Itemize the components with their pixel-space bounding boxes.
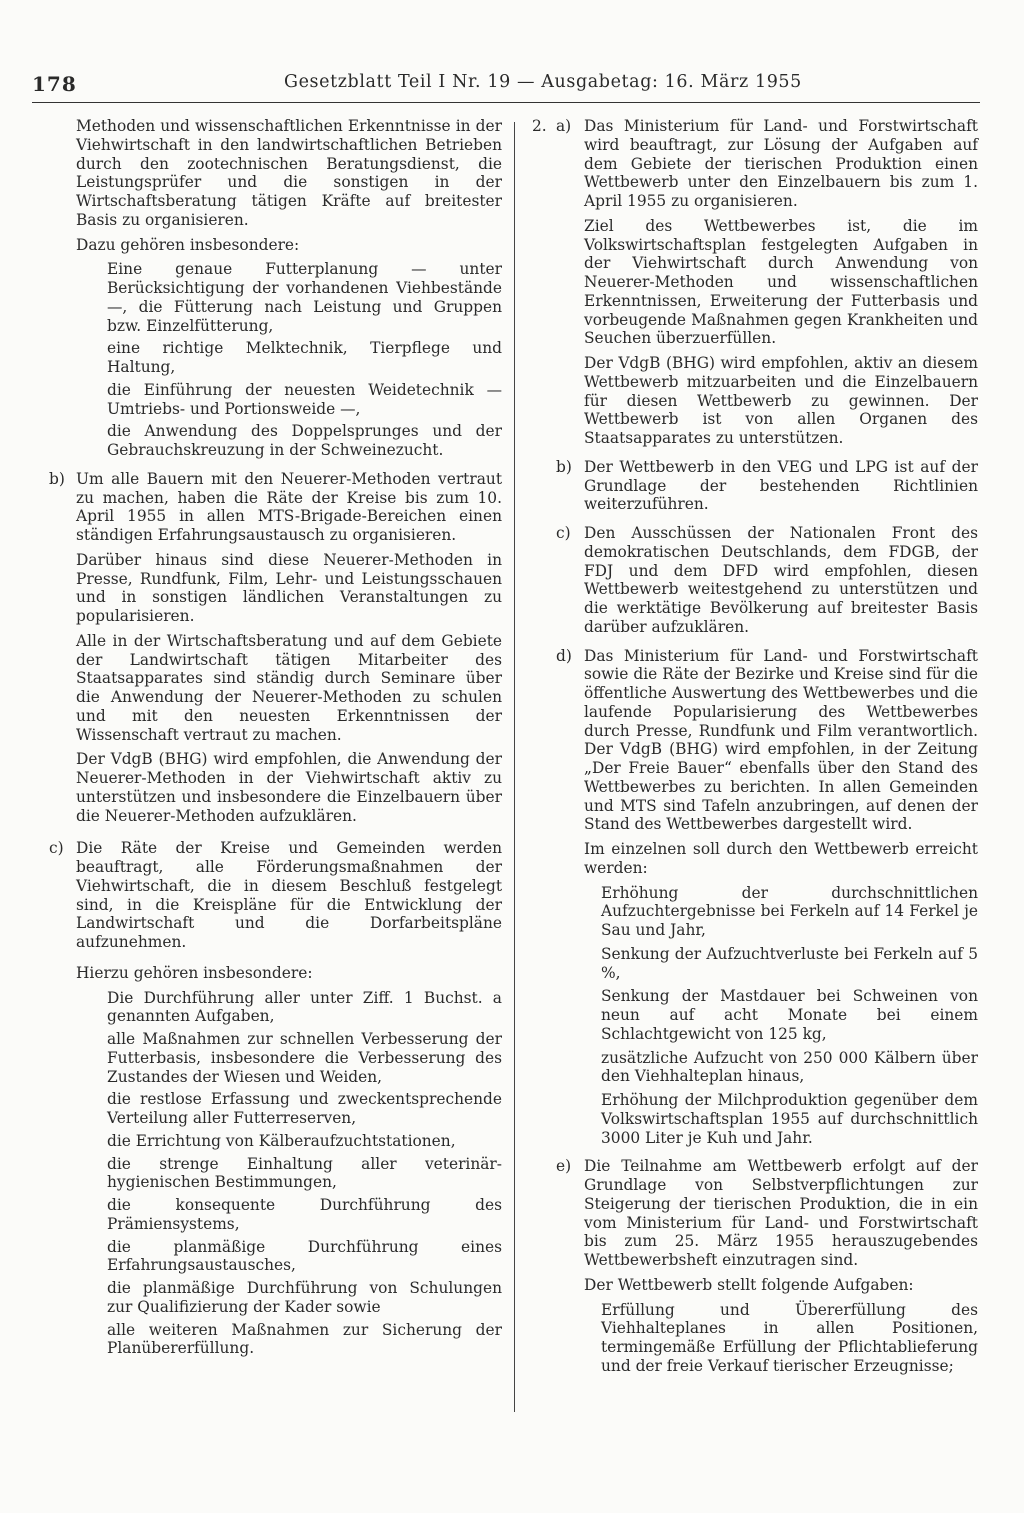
list-item: die strenge Einhaltung aller veterinär-hygienischen Bestimmungen,	[107, 1154, 502, 1192]
list-item: die planmäßige Durchführung eines Erfahrungsaustausches,	[107, 1237, 502, 1275]
section-2e	[532, 1157, 978, 1375]
paragraph: Alle in der Wirtschaftsberatung und auf dem Gebiete der Landwirtschaft tätigen Mitarbeiter des Staatsapparates sind ständig durch Seminare über die Anwendung der Neuerer-Methoden zu schulen und mit den neuesten Erkenntnissen der Wissenschaft vertraut zu machen.	[76, 631, 502, 744]
section-2a	[532, 117, 978, 448]
list-item: Erhöhung der durchschnittlichen Aufzuchtergebnisse bei Ferkeln auf 14 Ferkel je Sau und Jahr,	[601, 883, 978, 939]
list-item: Eine genaue Futterplanung — unter Berücksichtigung der vorhandenen Viehbestände —, die Fütterung nach Leistung und Gruppen bzw. Einzelfütterung,	[107, 260, 502, 335]
list-item: die Einführung der neuesten Weidetechnik — Umtriebs- und Portionsweide —,	[107, 380, 502, 418]
list-item: Erfüllung und Übererfüllung des Viehhalteplanes in allen Positionen, termingemäße Erfüllung der Pflichtablieferung und der freie Verkauf tierischer Erzeugnisse;	[601, 1300, 978, 1375]
section-2b	[532, 458, 978, 514]
list-item: alle weiteren Maßnahmen zur Sicherung der Planübererfüllung.	[107, 1320, 502, 1358]
paragraph: Die Teilnahme am Wettbewerb erfolgt auf der Grundlage von Selbstverpflichtungen zur Steigerung der tierischen Produktion, die in ein vom Ministerium für Land- und Forstwirtschaft bis zum 25. März 1955 herauszugebendes Wettbewerbsheft einzutragen sind.	[584, 1157, 978, 1269]
section-label: b)	[49, 469, 65, 488]
left-column	[49, 117, 502, 1366]
paragraph: Dazu gehören insbesondere:	[76, 235, 300, 254]
list-item: die konsequente Durchführung des Prämiensystems,	[107, 1196, 502, 1233]
section-label: c)	[49, 839, 64, 858]
paragraph: Der VdgB (BHG) wird empfohlen, die Anwendung der Neuerer-Methoden in der Viehwirtschaft aktiv zu unterstützen und insbesondere die Einzelbauern über die Neuerer-Methoden aufzuklären.	[76, 750, 502, 825]
list-item: die planmäßige Durchführung von Schulungen zur Qualifizierung der Kader sowie	[107, 1279, 502, 1316]
section-label: e)	[556, 1157, 572, 1176]
list-item: eine richtige Melktechnik, Tierpflege und Haltung,	[107, 339, 502, 376]
gazette-title: Gesetzblatt Teil I Nr. 19 — Ausgabetag: 16. März 1955	[284, 72, 802, 92]
paragraph: Der VdgB (BHG) wird empfohlen, aktiv an diesem Wettbewerb mitzuarbeiten und die Einzelbauern für diesen Wettbewerb zu gewinnen. Der Wettbewerb ist von allen Organen des Staatsapparates zu unterstützen.	[584, 354, 978, 447]
paragraph: Darüber hinaus sind diese Neuerer-Methoden in Presse, Rundfunk, Film, Lehr- und Leistungsschauen und in sonstigen ländlichen Veranstaltungen zu popularisieren.	[76, 550, 502, 625]
section-label: a)	[556, 117, 572, 135]
list-item: zusätzliche Aufzucht von 250 000 Kälbern über den Viehhalteplan hinaus,	[601, 1048, 978, 1086]
list-item: die Anwendung des Doppelsprunges und der Gebrauchskreuzung in der Schweinezucht.	[107, 422, 502, 459]
paragraph: Methoden und wissenschaftlichen Erkenntnisse in der Viehwirtschaft in den landwirtschaftlichen Betrieben durch den zootechnischen Beratungsdienst, die Leistungsprüfer und die sonstigen in der Wirtschaftsberatung tätigen Kräfte auf breitester Basis zu organisieren.	[76, 117, 502, 229]
list-item: Senkung der Mastdauer bei Schweinen von neun auf acht Monate bei einem Schlachtgewicht von 125 kg,	[601, 987, 978, 1043]
list-item: die restlose Erfassung und zweckentsprechende Verteilung aller Futterreserven,	[107, 1090, 502, 1127]
list-item: Erhöhung der Milchproduktion gegenüber dem Volkswirtschaftsplan 1955 auf durchschnittlich 3000 Liter je Kuh und Jahr.	[601, 1091, 978, 1147]
section-c	[45, 839, 502, 1358]
list-item: die Errichtung von Kälberaufzuchtstationen,	[107, 1131, 456, 1150]
section-label: b)	[556, 457, 572, 476]
column-divider	[514, 122, 515, 1412]
paragraph: Das Ministerium für Land- und Forstwirtschaft sowie die Räte der Bezirke und Kreise sind für die öffentliche Auswertung des Wettbewerbes und die laufende Popularisierung des Wettbewerbes durch Presse, Rundfunk und Film verantwortlich. Der VdgB (BHG) wird empfohlen, in der Zeitung „Der Freie Bauer“ ebenfalls über den Stand des Wettbewerbes zu berichten. In allen Gemeinden und MTS sind Tafeln anzubringen, auf denen der Stand des Wettbewerbes dargestellt wird.	[584, 646, 978, 834]
list-item: Senkung der Aufzuchtverluste bei Ferkeln auf 5 %,	[601, 944, 978, 982]
section-b	[45, 470, 502, 826]
paragraph: Ziel des Wettbewerbes ist, die im Volkswirtschaftsplan festgelegten Aufgaben in der Viehwirtschaft durch Anwendung von Neuerer-Methoden und wissenschaftlichen Erkenntnissen, Erweiterung der Futterbasis und vorbeugende Maßnahmen gegen Krankheiten und Seuchen überzuerfüllen.	[584, 216, 978, 348]
section-label: d)	[556, 646, 572, 665]
section-label: c)	[556, 524, 571, 542]
paragraph: Den Ausschüssen der Nationalen Front des demokratischen Deutschlands, dem FDGB, der FDJ und dem DFD wird empfohlen, diesen Wettbewerb weitestgehend zu unterstützen und die werktätige Bevölkerung auf breitester Basis darüber aufzuklären.	[584, 524, 978, 636]
list-item: alle Maßnahmen zur schnellen Verbesserung der Futterbasis, insbesondere die Verbesserung des Zustandes der Wiesen und Weiden,	[107, 1030, 502, 1086]
paragraph: Das Ministerium für Land- und Forstwirtschaft wird beauftragt, zur Lösung der Aufgaben auf dem Gebiete der tierischen Produktion einen Wettbewerb unter den Einzelbauern bis zum 1. April 1955 zu organisieren.	[584, 117, 978, 210]
paragraph: Im einzelnen soll durch den Wettbewerb erreicht werden:	[584, 840, 978, 877]
right-column	[532, 117, 978, 1376]
section-number: 2.	[532, 117, 547, 135]
paragraph: Die Räte der Kreise und Gemeinden werden beauftragt, alle Förderungsmaßnahmen der Viehwirtschaft, die in diesem Beschluß festgelegt sind, in die Kreispläne für die Entwicklung der Landwirtschaft und die Dorfarbeitspläne aufzunehmen.	[76, 839, 502, 951]
section-2d	[532, 647, 978, 1148]
page-number: 178	[32, 72, 77, 96]
paragraph: Hierzu gehören insbesondere:	[76, 963, 313, 982]
list-item: Die Durchführung aller unter Ziff. 1 Buchst. a genannten Aufgaben,	[107, 988, 502, 1026]
paragraph: Der Wettbewerb stellt folgende Aufgaben:	[584, 1275, 914, 1294]
paragraph: Um alle Bauern mit den Neuerer-Methoden vertraut zu machen, haben die Räte der Kreise bis zum 10. April 1955 in allen MTS-Brigade-Bereichen einen ständigen Erfahrungsaustausch zu organisieren.	[76, 469, 502, 544]
paragraph: Der Wettbewerb in den VEG und LPG ist auf der Grundlage der bestehenden Richtlinien weiterzuführen.	[584, 457, 978, 514]
section-2c	[532, 524, 978, 637]
page-header	[32, 68, 980, 103]
